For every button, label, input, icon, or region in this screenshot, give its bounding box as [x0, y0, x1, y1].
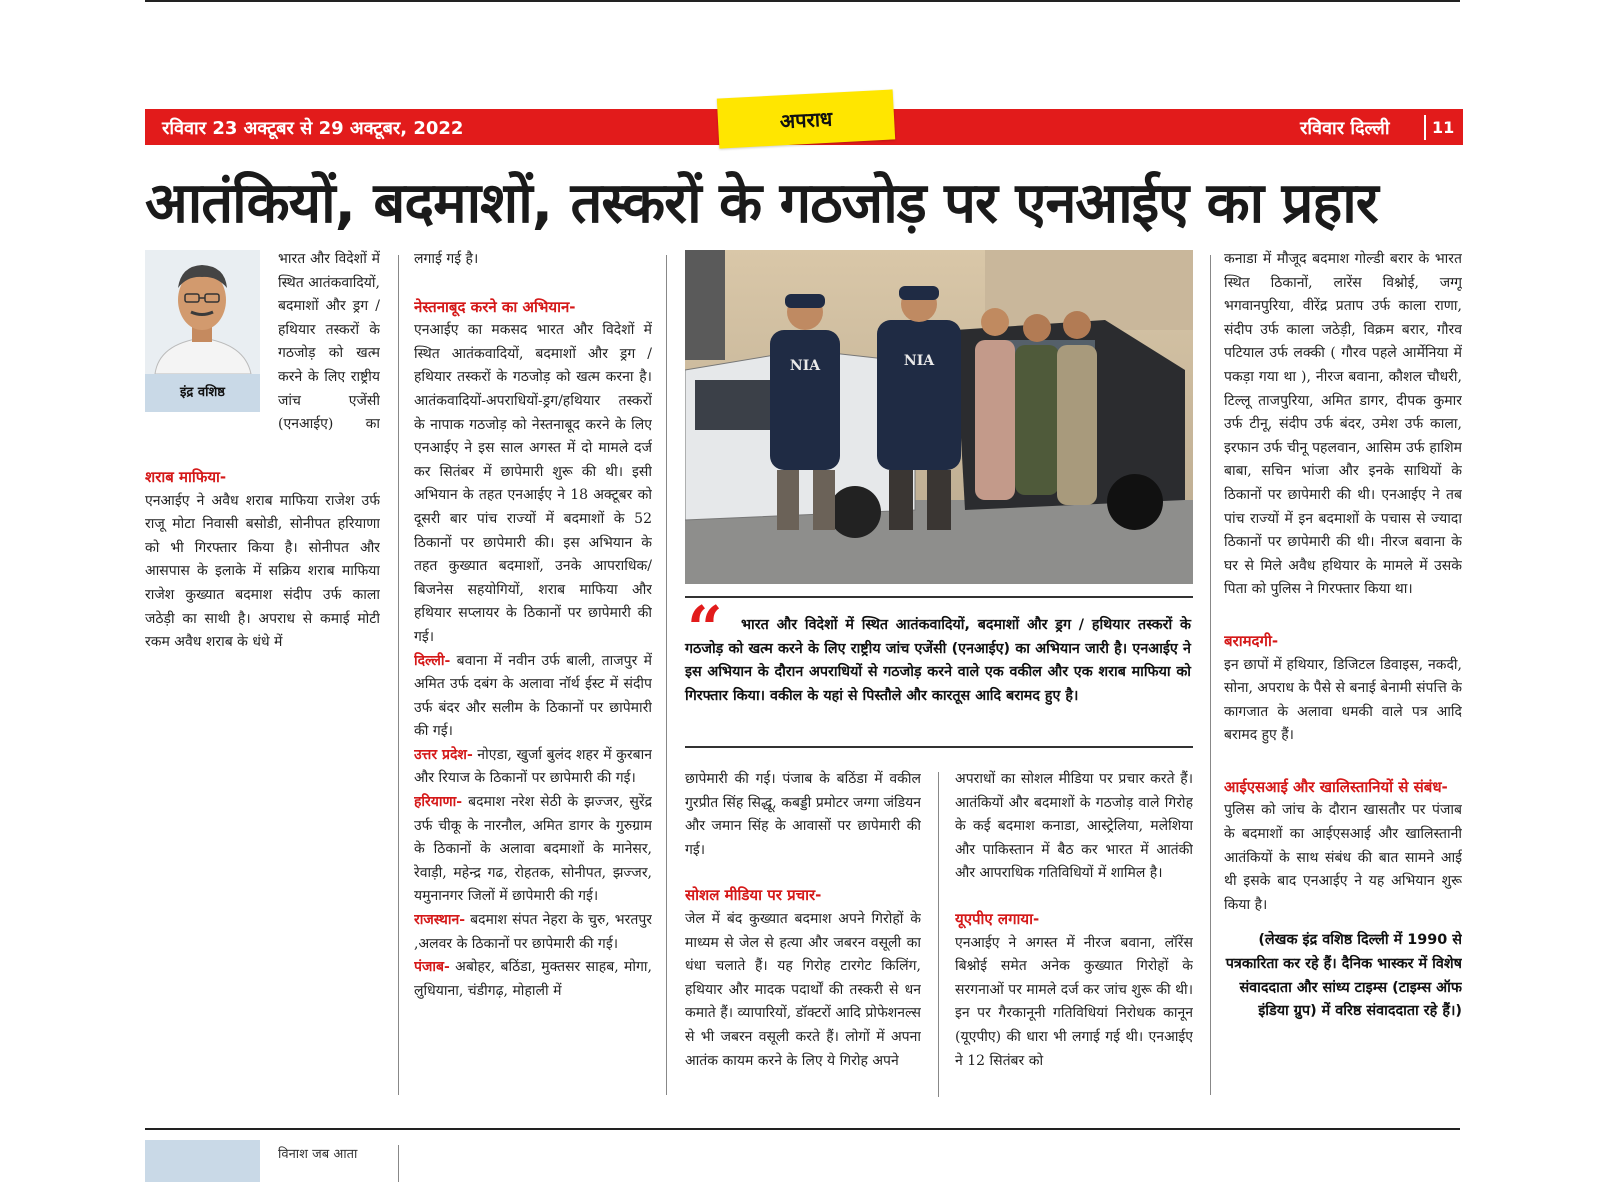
headline: आतंकियों, बदमाशों, तस्करों के गठजोड़ पर एनआईए का प्रहार — [145, 171, 1378, 236]
top-rule — [145, 0, 1460, 2]
rajasthan-label: राजस्थान- — [414, 912, 466, 929]
next-strip-text: विनाश जब आता — [278, 1147, 358, 1162]
rajasthan-text: बदमाश संपत नेहरा के चुरु, भरतपुर ,अलवर के ठिकानों पर छापेमारी की गई। — [414, 912, 652, 952]
nia-officers-photo-icon — [685, 250, 1193, 584]
column-3-text-1: जेल में बंद कुख्यात बदमाश अपने गिरोहों के माध्यम से जेल से हत्या और जबरन वसूली का धंधा चलाते हैं। यह गिरोह टारगेट किलिंग, हथियार और मादक पदार्थों की तस्करी से धन कमाते हैं। व्यापारियों, डॉक्टरों आदि प्रोफेशनल्स से भी जबरन वसूली करते हैं। लोगों में अपना आतंक कायम करने के लिए ये गिरोह अपने — [685, 910, 921, 1069]
column-5-text-1: इन छापों में हथियार, डिजिटल डिवाइस, नकदी, सोना, अपराध के पैसे से बनाई बेनामी संपत्ति के कागजात के अलावा धमकी वाले पत्र आदि बरामद हुए हैं। — [1224, 656, 1462, 744]
author-name: इंद्र वशिष्ठ — [145, 374, 260, 412]
delhi-label: दिल्ली- — [414, 652, 451, 669]
subhead-campaign: नेस्तनाबूद करने का अभियान- — [414, 297, 576, 316]
next-strip-photo — [145, 1140, 260, 1182]
column-4 — [955, 768, 1193, 1098]
up-text: नोएडा, खुर्जा बुलंद शहर में कुरबान और रियाज के ठिकानों पर छापेमारी की गई। — [414, 746, 652, 787]
column-5-text-0: कनाडा में मौजूद बदमाश गोल्डी बरार के भारत स्थित ठिकानों, लारेंस विश्नोई, जग्गू भगवानपुरिया, वीरेंद्र प्रताप उर्फ काला राणा, संदीप उर्फ काला जठेड़ी, विक्रम बरार, गौरव पटियाल उर्फ लक्की ( गौरव पहले आर्मेनिया में पकड़ा गया था ), नीरज बवाना, कौशल चौधरी, टिल्लू ताजपुरिया, अमित डागर, दीपक कुमार उर्फ टीनू, संदीप उर्फ बंदर, उमेश उर्फ काला, इरफान उर्फ चीनू पहलवान, आसिम उर्फ हाशिम बाबा, सचिन भांजा और इनके साथियों के ठिकानों पर छापेमारी की थी। एनआईए ने तब पांच राज्यों में इन बदमाशों के पचास से ज्यादा ठिकानों पर छापेमारी की थी। नीरज बवाना के घर से मिले अवैध हथियार के मामले में उसके पिता को पुलिस ने गिरफ्तार किया था। — [1224, 251, 1462, 598]
pull-quote — [685, 592, 1193, 748]
subhead-liquor-mafia: शराब माफिया- — [145, 468, 227, 486]
author-note: (लेखक इंद्र वशिष्ठ दिल्ली में 1990 से पत्रकारिता कर रहे हैं। दैनिक भास्कर में विशेष संवाददाता और सांध्य टाइम्स (टाइम्स ऑफ इंडिया ग्रुप) में वरिष्ठ संवाददाता रहे हैं।) — [1225, 932, 1462, 1020]
pull-quote-text: भारत और विदेशों में स्थित आतंकवादियों, बदमाशों और ड्रग / हथियार तस्करों के गठजोड़ को खत्म करने के लिए राष्ट्रीय जांच एजेंसी (एनआईए) का अभियान जारी है। एनआईए ने इस अभियान के दौरान अपराधियों से गठजोड़ करने वाले एक वकील और एक शराब माफिया को गिरफ्तार किया। वकील के यहां से पिस्तौले और कारतूस आदि बरामद हुए है। — [685, 617, 1191, 704]
column-2-up — [414, 744, 652, 791]
section-tag: अपराध — [717, 89, 895, 148]
column-divider-3 — [938, 772, 939, 1097]
subhead-uapa: यूएपीए लगाया- — [955, 909, 1040, 928]
vest-label: NIA — [903, 353, 935, 369]
up-label: उत्तर प्रदेश- — [414, 746, 473, 763]
column-5 — [1224, 248, 1462, 1108]
haryana-text: बदमाश नरेश सेठी के झज्जर, सुरेंद्र उर्फ चीकू के नारनौल, अमित डागर के गुरुग्राम के ठिकानों के अलावा बदमाशों के मानेसर, रेवाड़ी, महेन्द्र गढ, रोहतक, सोनीपत, झज्जर, यमुनानगर जिलों में छापेमारी की गई। — [414, 794, 652, 905]
column-1 — [145, 248, 380, 1096]
column-1-intro: भारत और विदेशों में स्थित आतंकवादियों, बदमाशों और ड्रग / हथियार तस्करों के गठजोड़ को खत्म करने के लिए राष्ट्रीय जांच एजेंसी (एनआईए) का — [278, 251, 380, 433]
column-5-text-2: पुलिस को जांच के दौरान खासतौर पर पंजाब के बदमाशों का आईएसआई और खालिस्तानी आतंकियों के साथ संबंध की बात सामने आई थी इसके बाद एनआईए ने यह अभियान शुरू किया है। — [1224, 802, 1462, 913]
next-strip-divider — [398, 1145, 399, 1182]
page-number: 11 — [1432, 118, 1455, 137]
header-divider — [1424, 115, 1426, 140]
delhi-text: बवाना में नवीन उर्फ बाली, ताजपुर में अमित उर्फ दबंग के अलावा नॉर्थ ईस्ट में संदीप उर्फ बंदर और सलीम के ठिकानों पर छापेमारी की गई। — [414, 652, 652, 740]
vest-label: NIA — [789, 358, 821, 374]
column-4-text-0: अपराधों का सोशल मीडिया पर प्रचार करते हैं। आतंकियों और बदमाशों के गठजोड़ वाले गिरोह के कई बदमाश कनाडा, आस्ट्रेलिया, मलेशिया और पाकिस्तान में बैठ कर भारत में आतंकी और आपराधिक गतिविधियों में शामिल है। — [955, 771, 1193, 882]
punjab-label: पंजाब- — [414, 959, 450, 976]
column-divider-2 — [666, 255, 667, 1095]
column-2-punjab — [414, 956, 652, 1003]
column-2-delhi — [414, 650, 652, 744]
column-3 — [685, 768, 921, 1098]
nia-raid-photo — [685, 250, 1193, 584]
quote-mark-icon: “ — [687, 592, 723, 665]
bottom-rule — [145, 1128, 1460, 1130]
haryana-label: हरियाणा- — [414, 794, 463, 811]
column-2-haryana — [414, 791, 652, 909]
column-4-text-1: एनआईए ने अगस्त में नीरज बवाना, लॉरेंस बिश्नोई समेत अनेक कुख्यात गिरोहों के सरगनाओं पर मामले दर्ज कर जांच शुरू की थी। इन पर गैरकानूनी गतिविधियां निरोधक कानून (यूएपीए) की धारा भी लगाई गई थी। एनआईए ने 12 सितंबर को — [955, 934, 1193, 1069]
punjab-text: अबोहर, बठिंडा, मुक्तसर साहब, मोगा, लुधियाना, चंडीगढ़, मोहाली में — [414, 959, 652, 999]
subhead-social-media: सोशल मीडिया पर प्रचार- — [685, 886, 822, 905]
subhead-recovery: बरामदगी- — [1224, 631, 1279, 650]
column-2-text-0: लगाई गई है। — [414, 251, 479, 267]
edition-label: रविवार दिल्ली — [1300, 118, 1390, 139]
column-3-text-0: छापेमारी की गई। पंजाब के बठिंडा में वकील गुरप्रीत सिंह सिद्धू, कबड्डी प्रमोटर जग्गा जंडियन और जमान सिंह के आवासों पर छापेमारी की गई। — [685, 771, 921, 858]
column-2-rajasthan — [414, 909, 652, 956]
column-2 — [414, 248, 652, 1096]
column-divider-4 — [1210, 255, 1211, 1095]
column-2-text-1: एनआईए का मकसद भारत और विदेशों में स्थित आतंकवादियों, बदमाशों और ड्रग / हथियार तस्करों के गठजोड़ को खत्म करना है। आतंकवादियों-अपराधियों-ड्रग/हथियार तस्करों के नापाक गठजोड़ को नेस्तनाबूद करने के लिए एनआईए ने इस साल अगस्त में दो मामले दर्ज कर सितंबर में छापेमारी शुरू की थी। इसी अभियान के तहत एनआईए ने 18 अक्टूबर को दूसरी बार पांच राज्यों में बदमाशों के 52 ठिकानों पर छापेमारी की। इस अभियान के तहत कुख्यात बदमाशों, उनके आपराधिक/बिजनेस सहयोगियों, शराब माफिया और हथियार सप्लायर के ठिकानों पर छापेमारी की गई। — [414, 322, 652, 645]
column-1-text-2: एनआईए ने अवैध शराब माफिया राजेश उर्फ राजू मोटा निवासी बसोडी, सोनीपत हरियाणा को भी गिरफ्तार किया है। सोनीपत और आसपास के इलाके में सक्रिय शराब माफिया राजेश कुख्यात बदमाश संदीप उर्फ काला जठेड़ी का साथी है। अपराध से कमाई मोटी रकम अवैध शराब के धंधे में — [145, 492, 380, 651]
subhead-isi-links: आईएसआई और खालिस्तानियों से संबंध- — [1224, 777, 1448, 796]
column-divider-1 — [398, 255, 399, 1095]
issue-date: रविवार 23 अक्टूबर से 29 अक्टूबर, 2022 — [162, 118, 464, 139]
